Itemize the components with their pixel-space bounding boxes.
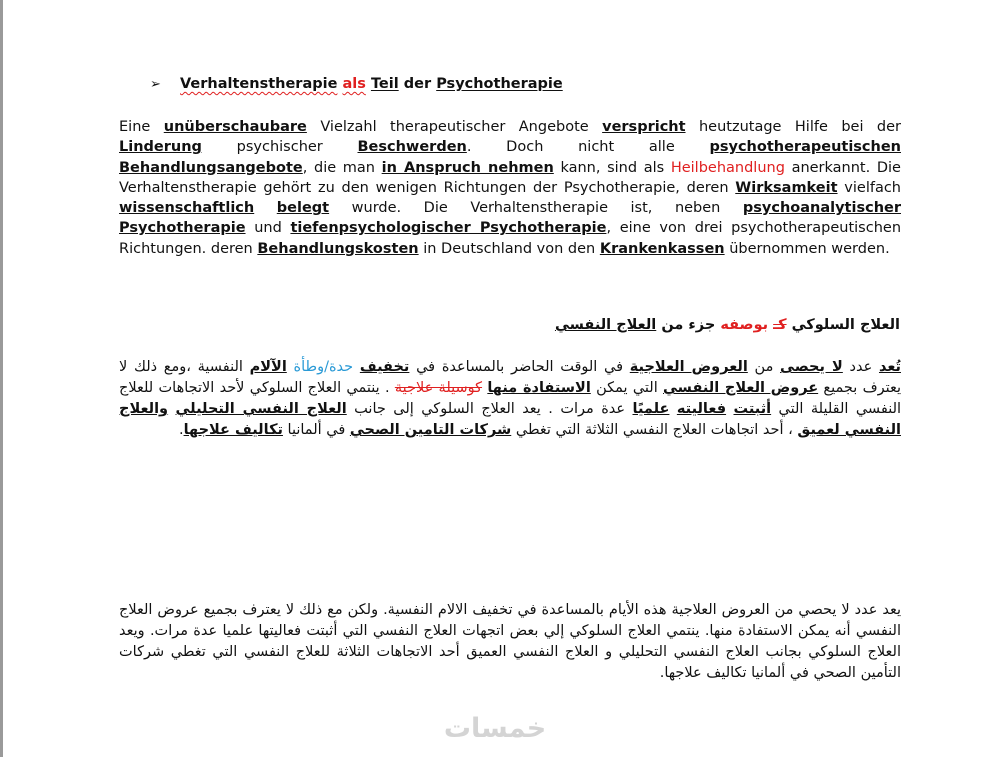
text-run: Beschwerden (357, 139, 467, 156)
text-run: جزء من (656, 317, 721, 333)
text-run: und (245, 220, 291, 237)
heading-word-verhaltenstherapie: Verhaltenstherapie (180, 76, 338, 92)
text-run: تُعد (878, 359, 901, 375)
text-run: psychoanalytischer Psychotherapie (119, 200, 901, 237)
heading-word-als: als (342, 76, 366, 92)
text-run: العلاج النفسي التحليلي (175, 401, 347, 417)
text-run: in Anspruch nehmen (381, 159, 554, 176)
heading-word-der: der (403, 76, 432, 92)
page-left-border (0, 0, 3, 757)
text-run (168, 401, 175, 417)
text-run: والعلاج النفسي لعميق (119, 401, 901, 438)
text-run: الاستفادة منها (487, 380, 591, 396)
text-run (353, 359, 360, 375)
arabic-paragraph-annotated (119, 357, 901, 441)
text-run: العلاج السلوكي (786, 317, 900, 333)
text-run: عروض العلاج النفسي (663, 380, 819, 396)
text-run: Behandlungskosten (257, 240, 419, 257)
text-run: wurde. Die Verhaltenstherapie ist, neben (329, 200, 743, 217)
text-run: in Deutschland von den (418, 240, 600, 257)
text-run: vielfach (837, 179, 901, 196)
text-run: psychotherapeutischen Behandlungsangebote (119, 139, 901, 176)
text-run (669, 401, 676, 417)
text-run: Wirksamkeit (735, 179, 838, 196)
text-run (254, 200, 277, 216)
text-run: verspricht (602, 119, 686, 135)
text-run: علميًا (632, 401, 670, 417)
text-run: . Doch nicht alle (466, 139, 710, 156)
khamsat-watermark-logo: خمسات (443, 713, 547, 744)
text-run (726, 401, 733, 417)
text-run: wissenschaftlich (119, 200, 255, 217)
text-run: العلاج النفسي (554, 317, 657, 333)
text-run: العروض العلاجية (629, 359, 748, 375)
text-run: في ألمانيا (282, 422, 350, 438)
text-run: تكاليف علاجها (183, 422, 283, 438)
arabic-heading (555, 317, 900, 333)
text-run: übernommen werden. (724, 240, 890, 257)
text-run: بوصفه (720, 317, 769, 333)
text-run: . (178, 422, 184, 438)
text-run: عدة مرات . يعد العلاج السلوكي إلى جانب (346, 401, 633, 417)
text-run: psychischer (201, 139, 358, 156)
text-run: النفسية ،ومع ذلك لا يعترف بجميع (119, 359, 902, 396)
text-run: Vielzahl therapeutischer Angebote (306, 119, 603, 135)
text-run: , die man (302, 159, 382, 176)
text-run: أثبتت (733, 401, 772, 417)
text-run: Eine (119, 119, 164, 135)
text-run: شركات التامين الصحي (349, 422, 512, 438)
text-run: Heilbehandlung (670, 159, 785, 176)
text-run: في الوقت الحاضر بالمساعدة في (409, 359, 630, 375)
text-run: , eine von drei psychotherapeutischen Richtungen. deren (119, 220, 902, 257)
text-run: Linderung (119, 139, 202, 156)
text-run: حدة/وطأة (293, 359, 354, 375)
text-run: فعاليته (676, 401, 727, 417)
text-run: heutzutage Hilfe bei der (685, 119, 901, 135)
text-run: Krankenkassen (599, 240, 725, 257)
heading-word-teil: Teil (370, 76, 399, 92)
text-run: belegt (276, 200, 330, 217)
text-run: tiefenpsychologischer Psychotherapie (290, 220, 607, 237)
text-run: عدد (842, 359, 879, 375)
heading-word-psychotherapie: Psychotherapie (436, 76, 563, 92)
text-run: kann, sind als (553, 159, 671, 176)
text-run: unüberschaubare (163, 119, 307, 135)
text-run: anerkannt. Die Verhaltenstherapie gehört zu den wenigen Richtungen der Psychotherapie, deren (119, 159, 901, 196)
text-run: من (747, 359, 781, 375)
text-run: كـ (773, 317, 787, 333)
text-run: التي يمكن (590, 380, 664, 396)
arabic-paragraph-final: يعد عدد لا يحصي من العروض العلاجية هذه الأيام بالمساعدة في تخفيف الالام النفسية. ولكن مع ذلك لا يعترف بجميع عروض العلاج النفسي أنه يمكن الاستفادة منها. ينتمي العلاج السلوكي إلي بعض اتجهات العلاج النفسي التي أثبتت فعاليتها علميا عدة مرات. ويعد العلاج السلوكي بجانب العلاج النفسي التحليلي و العلاج النفسي العميق أحد الاتجاهات الثلاثة للعلاج النفسي التي تغطي شركات التأمين الصحي في ألمانيا تكاليف علاجها. (119, 602, 901, 681)
text-run: . ينتمي العلاج السلوكي لأحد الاتجاهات للعلاج النفسي القليلة التي (119, 380, 902, 417)
text-run: الآلام (249, 359, 287, 375)
german-heading (150, 76, 563, 92)
text-run: تخفيف (359, 359, 410, 375)
text-run: ، أحد اتجاهات العلاج النفسي الثلاثة التي تغطي (511, 422, 798, 438)
german-paragraph (119, 117, 901, 259)
text-run (287, 359, 294, 375)
text-run: كوسيلة علاجية (394, 380, 483, 396)
text-run: لا يحصى (780, 359, 843, 375)
bullet-arrow-icon: ➢ (150, 76, 161, 92)
